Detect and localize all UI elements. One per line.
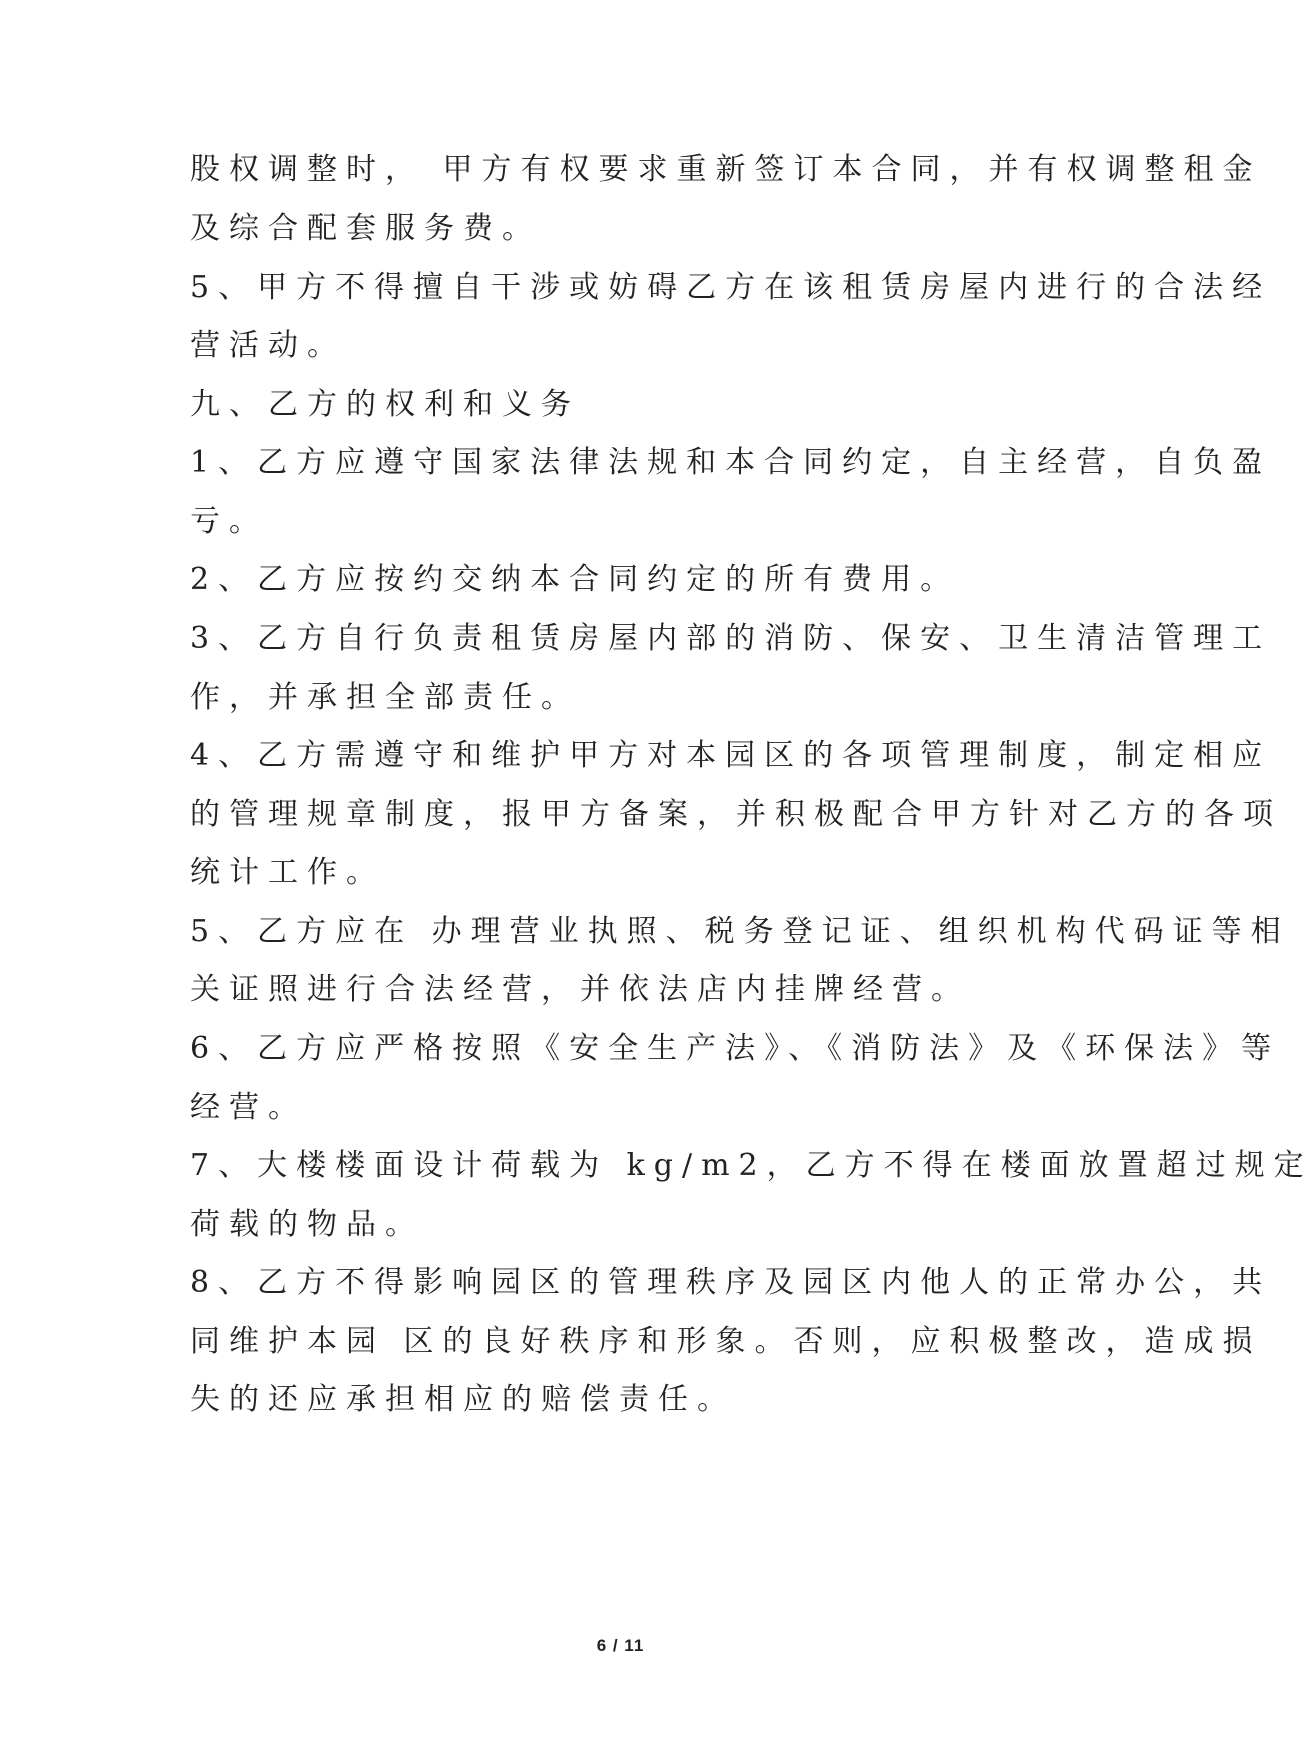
text-line-9: 3、乙方自行负责租赁房屋内部的消防、保安、卫生清洁管理工 xyxy=(190,621,1272,656)
text-line-19: 荷载的物品。 xyxy=(190,1207,424,1242)
text-line-1: 股权调整时， 甲方有权要求重新签订本合同，并有权调整租金 xyxy=(190,152,1262,187)
text-line-7: 亏。 xyxy=(190,504,268,539)
text-line-14: 5、乙方应在 办理营业执照、税务登记证、组织机构代码证等相 xyxy=(190,914,1290,949)
text-line-3: 5、甲方不得擅自干涉或妨碍乙方在该租赁房屋内进行的合法经 xyxy=(190,270,1272,305)
text-line-8: 2、乙方应按约交纳本合同约定的所有费用。 xyxy=(190,562,960,597)
text-line-10: 作，并承担全部责任。 xyxy=(190,680,580,715)
text-line-2: 及综合配套服务费。 xyxy=(190,211,541,246)
text-line-12: 的管理规章制度，报甲方备案，并积极配合甲方针对乙方的各项 xyxy=(190,797,1282,832)
text-line-13: 统计工作。 xyxy=(190,855,385,890)
section-heading-9: 九、乙方的权利和义务 xyxy=(190,387,580,422)
page-number: 6 / 11 xyxy=(596,1636,645,1655)
text-line-16: 6、乙方应严格按照《安全生产法》、《消防法》及《环保法》等 xyxy=(190,1031,1281,1066)
text-line-6: 1、乙方应遵守国家法律法规和本合同约定，自主经营，自负盈 xyxy=(190,445,1272,480)
text-line-18: 7、大楼楼面设计荷载为 kg/m2，乙方不得在楼面放置超过规定 xyxy=(190,1148,1313,1183)
text-line-11: 4、乙方需遵守和维护甲方对本园区的各项管理制度，制定相应 xyxy=(190,738,1272,773)
text-line-4: 营活动。 xyxy=(190,328,346,363)
text-line-20: 8、乙方不得影响园区的管理秩序及园区内他人的正常办公，共 xyxy=(190,1265,1272,1300)
text-line-15: 关证照进行合法经营，并依法店内挂牌经营。 xyxy=(190,972,970,1007)
text-line-22: 失的还应承担相应的赔偿责任。 xyxy=(190,1382,736,1417)
text-line-21: 同维护本园 区的良好秩序和形象。否则，应积极整改，造成损 xyxy=(190,1324,1262,1359)
text-line-17: 经营。 xyxy=(190,1090,307,1125)
